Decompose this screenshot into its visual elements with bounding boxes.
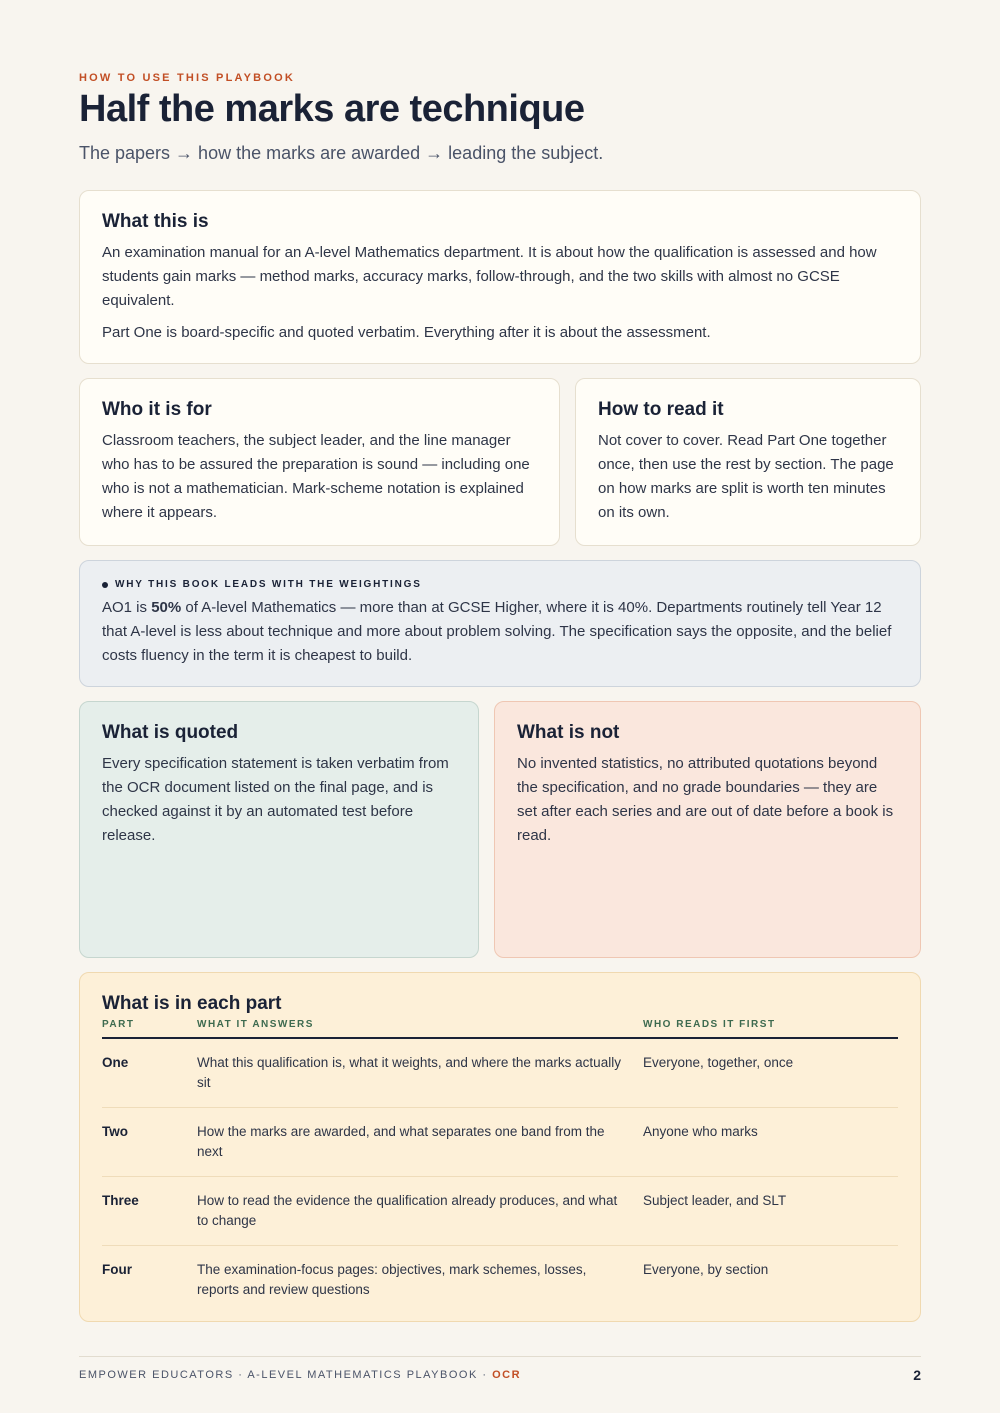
page-number: 2 (913, 1367, 921, 1383)
callout-highlight: 50% (151, 599, 182, 616)
what-is-quoted-card (79, 701, 479, 958)
row-answers: How the marks are awarded, and what separates one band from the next (197, 1108, 643, 1177)
what-is-not-heading: What is not (517, 722, 620, 743)
who-it-is-for-text: Classroom teachers, the subject leader, and the line manager who has to be assured the preparation is sound — including one who is not a mathematician. Mark-scheme notation is explained where it appears. (102, 432, 530, 521)
row-part: Four (102, 1262, 132, 1277)
table-row (102, 1108, 898, 1177)
what-is-not-text: No invented statistics, no attributed quotations beyond the specification, and no grade boundaries — they are set after each series and are out of date before a book is read. (517, 755, 894, 844)
what-this-is-card (79, 190, 921, 364)
row-answers: What this qualification is, what it weights, and where the marks actually sit (197, 1038, 643, 1108)
column-header-answers: WHAT IT ANSWERS (197, 1017, 643, 1038)
what-is-quoted-heading: What is quoted (102, 722, 239, 743)
what-is-quoted-text: Every specification statement is taken verbatim from the OCR document listed on the final page, and is checked against it by an automated test before release. (102, 755, 449, 844)
what-this-is-paragraph-2: Part One is board-specific and quoted verbatim. Everything after it is about the assessment. (102, 324, 711, 341)
row-readers: Everyone, by section (643, 1262, 769, 1277)
who-it-is-for-card (79, 378, 560, 546)
parts-table (102, 1017, 898, 1314)
table-header-row (102, 1017, 898, 1038)
row-readers: Subject leader, and SLT (643, 1177, 898, 1246)
row-answers: How to read the evidence the qualification already produces, and what to change (197, 1177, 643, 1246)
page-title: Half the marks are technique (79, 88, 585, 130)
callout-label (102, 579, 898, 590)
weightings-callout (79, 560, 921, 687)
table-row (102, 1177, 898, 1246)
page-subtitle: The papers → how the marks are awarded → leading the subject. (79, 143, 604, 163)
table-row (102, 1246, 898, 1315)
row-part: Two (102, 1108, 197, 1177)
callout-label-text: WHY THIS BOOK LEADS WITH THE WEIGHTINGS (115, 579, 422, 590)
row-readers: Anyone who marks (643, 1108, 898, 1177)
footer-divider (79, 1356, 921, 1357)
page-footer (79, 1367, 921, 1383)
section-kicker: HOW TO USE THIS PLAYBOOK (79, 72, 295, 84)
callout-text (102, 596, 898, 668)
callout-text-start: AO1 is (102, 599, 152, 616)
row-part: Three (102, 1177, 197, 1246)
parts-table-card (79, 972, 921, 1322)
parts-table-heading: What is in each part (102, 993, 282, 1014)
row-answers: The examination-focus pages: objectives, mark schemes, losses, reports and review questions (197, 1262, 587, 1297)
how-to-read-card (575, 378, 921, 546)
row-part: One (102, 1038, 197, 1108)
what-this-is-paragraph-1: An examination manual for an A-level Mathematics department. It is about how the qualification is assessed and how students gain marks — method marks, accuracy marks, follow-through, and the two skills with almost no GCSE equivalent. (102, 244, 877, 309)
what-is-not-card (494, 701, 921, 958)
footer-publication: EMPOWER EDUCATORS · A-LEVEL MATHEMATICS PLAYBOOK · (79, 1369, 493, 1381)
how-to-read-text: Not cover to cover. Read Part One together once, then use the rest by section. The page on how marks are split is worth ten minutes on its own. (598, 432, 894, 521)
column-header-part: PART (102, 1017, 197, 1038)
row-readers: Everyone, together, once (643, 1038, 898, 1108)
table-row (102, 1038, 898, 1108)
callout-text-end: of A-level Mathematics — more than at GCSE Higher, where it is 40%. Departments routinely tell Year 12 that A-level is less about technique and more about problem solving. The specification says the opposite, and the belief costs fluency in the term it is cheapest to build. (102, 599, 892, 664)
who-it-is-for-heading: Who it is for (102, 399, 212, 420)
how-to-read-heading: How to read it (598, 399, 724, 420)
page (79, 0, 921, 1413)
what-this-is-heading: What this is (102, 211, 209, 232)
footer-credit (79, 1369, 521, 1381)
bullet-dot-icon (102, 582, 108, 588)
footer-board: OCR (492, 1369, 522, 1381)
column-header-readers: WHO READS IT FIRST (643, 1017, 898, 1038)
